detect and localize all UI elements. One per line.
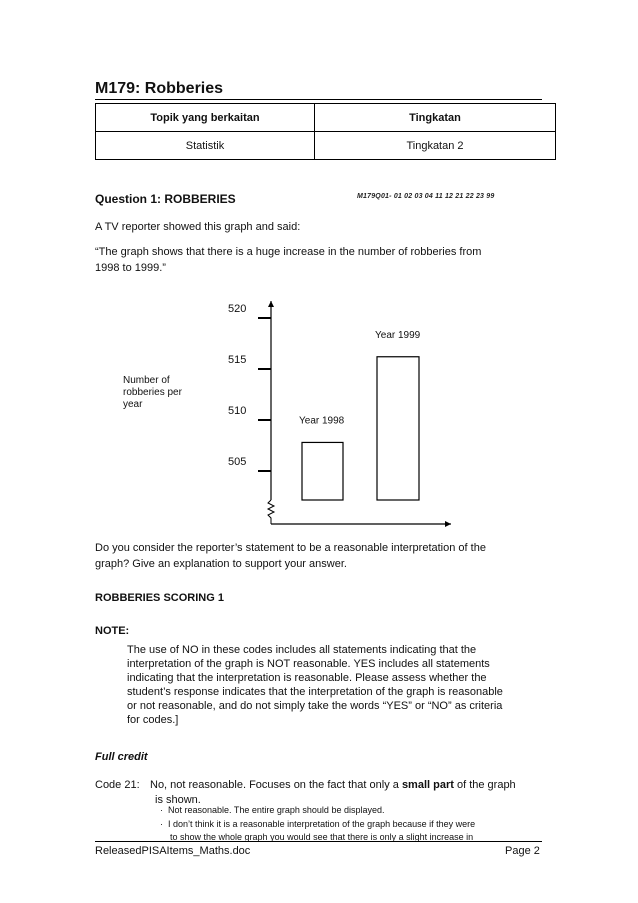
footer-divider [95, 841, 542, 842]
code-21-text-bold: small part [401, 779, 454, 791]
note-line: indicating that the interpretation is reasonable. Please assess whether the [127, 672, 487, 684]
footer-filename: ReleasedPISAItems_Maths.doc [95, 845, 251, 857]
level-header-cell: Tingkatan [315, 104, 556, 132]
topic-header-cell: Topik yang berkaitan [96, 104, 315, 132]
bar-label: Year 1998 [299, 415, 345, 427]
code-21-text-post: of the graph [453, 779, 516, 791]
bullet-icon: · [160, 819, 168, 829]
x-axis-arrow-icon [445, 521, 451, 527]
topic-table-row [96, 132, 556, 160]
footer-page-number: Page 2 [505, 845, 540, 857]
topic-table-header-row [96, 104, 556, 132]
title-divider [95, 99, 542, 100]
quote-line: “The graph shows that there is a huge increase in the number of robberies from [95, 246, 482, 258]
note-line: student’s response indicates that the interpretation of the graph is reasonable [127, 686, 503, 698]
code-21-label: Code 21: [95, 779, 140, 791]
bullet-text: Not reasonable. The entire graph should be displayed. [168, 805, 385, 815]
bar [377, 357, 419, 500]
code-21-text-line2: is shown. [155, 794, 201, 806]
code-21-text-pre: No, not reasonable. Focuses on the fact that only a [150, 779, 402, 791]
topic-table [95, 103, 556, 160]
page-title: M179: Robberies [95, 80, 224, 97]
quote-line: 1998 to 1999.” [95, 262, 166, 274]
y-axis-label: Number of [123, 375, 170, 386]
bullet-text: I don’t think it is a reasonable interpretation of the graph because if they were [168, 819, 476, 829]
topic-value-cell: Statistik [96, 132, 315, 160]
question-intro: A TV reporter showed this graph and said: [95, 221, 301, 233]
prompt-line: Do you consider the reporter’s statement to be a reasonable interpretation of the [95, 542, 486, 554]
scoring-title: ROBBERIES SCORING 1 [95, 592, 224, 604]
note-body [127, 643, 527, 727]
bar [302, 442, 343, 500]
example-bullet [160, 804, 384, 817]
robberies-bar-chart [95, 295, 465, 530]
question-prompt [95, 540, 535, 572]
code-21-text [150, 778, 516, 793]
note-line: for codes.] [127, 714, 179, 726]
full-credit-heading: Full credit [95, 751, 148, 763]
example-bullet [160, 818, 475, 831]
bullet-continuation: to show the whole graph you would see that there is only a slight increase in [170, 832, 474, 842]
y-axis-arrow-icon [268, 301, 274, 307]
y-tick-label: 505 [228, 456, 247, 468]
bar-label: Year 1999 [375, 329, 421, 341]
bullet-icon: · [160, 805, 168, 815]
y-tick-label: 510 [228, 405, 247, 417]
question-codes: M179Q01- 01 02 03 04 11 12 21 22 23 99 [357, 193, 495, 200]
prompt-line: graph? Give an explanation to support your answer. [95, 558, 347, 570]
y-tick-label: 520 [228, 303, 247, 315]
y-axis-label: robberies per [123, 387, 182, 398]
level-value-cell: Tingkatan 2 [315, 132, 556, 160]
note-heading: NOTE: [95, 625, 130, 637]
note-line: or not reasonable, and do not simply take the words “YES” or “NO” as criteria [127, 700, 503, 712]
question-title: Question 1: ROBBERIES [95, 192, 236, 206]
reporter-quote [95, 244, 515, 276]
y-tick-label: 515 [228, 354, 247, 366]
axis-break-icon [268, 500, 274, 524]
y-axis-label: year [123, 399, 143, 410]
note-line: interpretation of the graph is NOT reasonable. YES includes all statements [127, 658, 490, 670]
note-line: The use of NO in these codes includes all statements indicating that the [127, 644, 477, 656]
